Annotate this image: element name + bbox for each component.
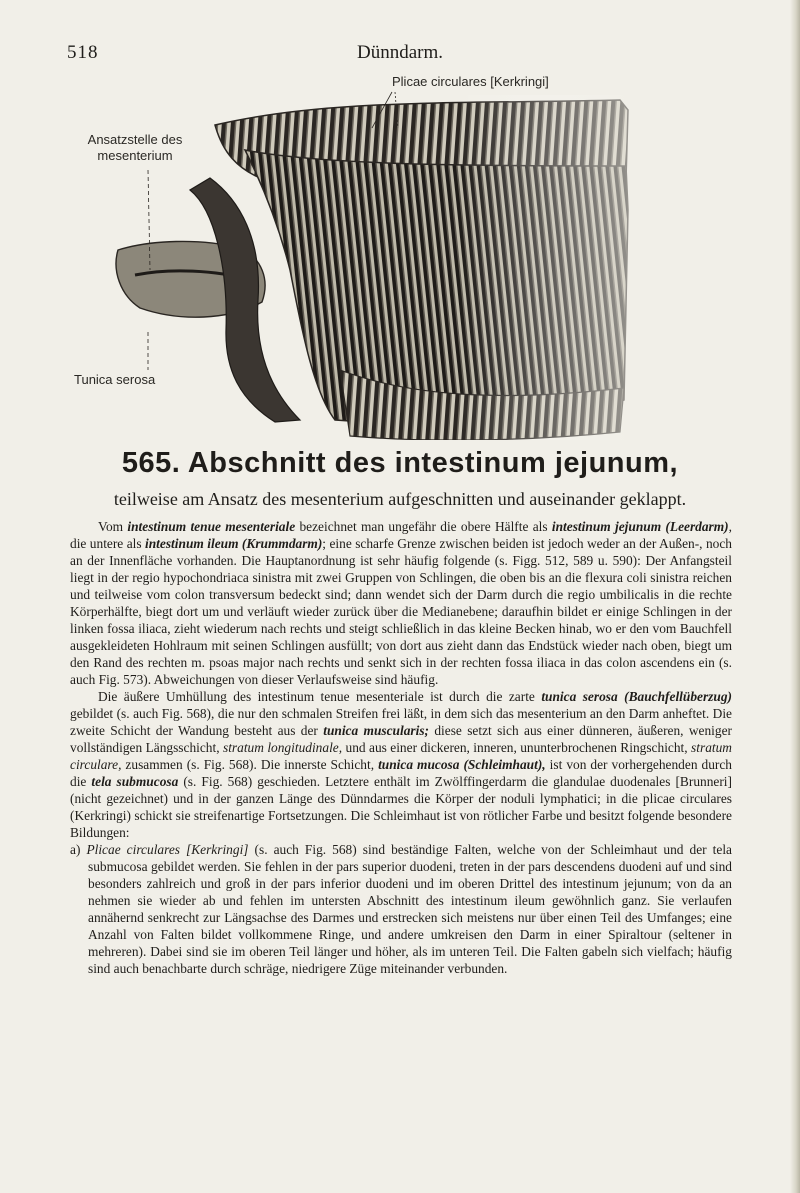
paragraph-2: Die äußere Umhüllung des intestinum tenue mesenteriale ist durch die zarte tunica serosa (Bauchfellüberzug) gebildet (s. auch Fig. 568), die nur den schmalen Streifen frei läßt, in dem sich das mesenterium an den Darm anheftet. Die zweite Schicht der Wandung besteht aus der tunica muscularis; diese setzt sich aus einer dünneren, äußeren, weniger vollständigen Längsschicht, stratum longitudinale, und aus einer dickeren, inneren, ununterbrochenen Ringschicht, stratum circulare, zusammen (s. Fig. 568). Die innerste Schicht, tunica mucosa (Schleimhaut), ist von der vorhergehenden durch die tela submucosa (s. Fig. 568) geschieden. Letztere enthält im Zwölffingerdarm die glandulae duodenales [Brunneri] (nicht gezeichnet) und in der ganzen Länge des Dünndarmes die Körper der noduli lymphatici; in die plicae circulares (Kerkringi) schickt sie streifenartige Fortsetzungen. Die Schleimhaut ist von rötlicher Farbe und besitzt folgende besondere Bildungen: (70, 689, 733, 840)
page-number: 518 (67, 42, 99, 63)
label-tunica-serosa: Tunica serosa (74, 372, 156, 387)
paragraph-1: Vom intestinum tenue mesenteriale bezeichnet man ungefähr die obere Hälfte als intestinum jejunum (Leerdarm), die untere als intestinum ileum (Krummdarm); eine scharfe Grenze zwischen beiden ist jedoch weder an der Außen-, noch an der Innenfläche vorhanden. Die Hauptanordnung ist sehr häufig folgende (s. Figg. 512, 589 u. 590): Der Anfangsteil liegt in der regio hypochondriaca sinistra mit zwei Gruppen von Schlingen, die oben bis an die flexura coli sinistra reichen und teilweise vom colon transversum bedeckt sind; dann wendet sich der Darm durch die regio umbilicalis in die rechte Körperhälfte, biegt dort um und verläuft wieder zurück über die Medianebene; daraufhin bildet er einige Schlingen in der linken fossa iliaca, zieht wiederum nach rechts und steigt schließlich in das kleine Becken hinab, wo er den vom Bauchfell ausgekleideten Hohlraum mit seinen Schlingen ausfüllt; von dort aus zieht dann das Endstück wieder nach oben, biegt um den Rand des rechten m. psoas major nach rechts und senkt sich in der rechten fossa iliaca in das colon ascendens ein (s. auch Fig. 573). Abweichungen von dieser Verlaufsweise sind häufig. (70, 519, 732, 687)
anatomical-figure (0, 70, 800, 440)
paragraph-3: a) Plicae circulares [Kerkringi] (s. auch Fig. 568) sind beständige Falten, welche von der Schleimhaut und der tela submucosa gebildet werden. Sie fehlen in der pars superior duodeni, treten in der pars descendens duodeni auf und sind besonders zahlreich und groß in der pars inferior duodeni und im oberen Drittel des intestinum jejunum; von da an nehmen sie wieder ab und fehlen im untersten Abschnitt des intestinum ileum gewöhnlich ganz. Sie verlaufen annähernd senkrecht zur Längsachse des Darmes und erstrecken sich meistens nur über einen Teil des Umfanges; eine Anzahl von Falten bildet vollkommene Ringe, und andere umkreisen den Darm in einer Spiraltour (seltener in mehreren). Dabei sind sie im oberen Teil länger und höher, als im unteren Teil. Die Falten gabeln sich vielfach; häufig sind auch benachbarte durch schräge, niedrigere Züge miteinander verbunden. (70, 842, 732, 976)
running-title: Dünndarm. (356, 42, 443, 63)
figure-caption (0, 447, 800, 480)
figure-title: Abschnitt des intestinum jejunum, (187, 447, 679, 479)
label-ansatzstelle (70, 132, 200, 164)
body-text (70, 518, 732, 977)
figure-subtitle: teilweise am Ansatz des mesenterium aufgeschnitten und auseinander geklappt. (113, 489, 687, 509)
figure-number: 565. (121, 447, 181, 479)
label-plicae-circulares: Plicae circulares [Kerkringi] (392, 74, 549, 89)
label-ansatz-line1: Ansatzstelle des (87, 132, 183, 147)
label-ansatz-line2: mesenterium (97, 148, 173, 163)
